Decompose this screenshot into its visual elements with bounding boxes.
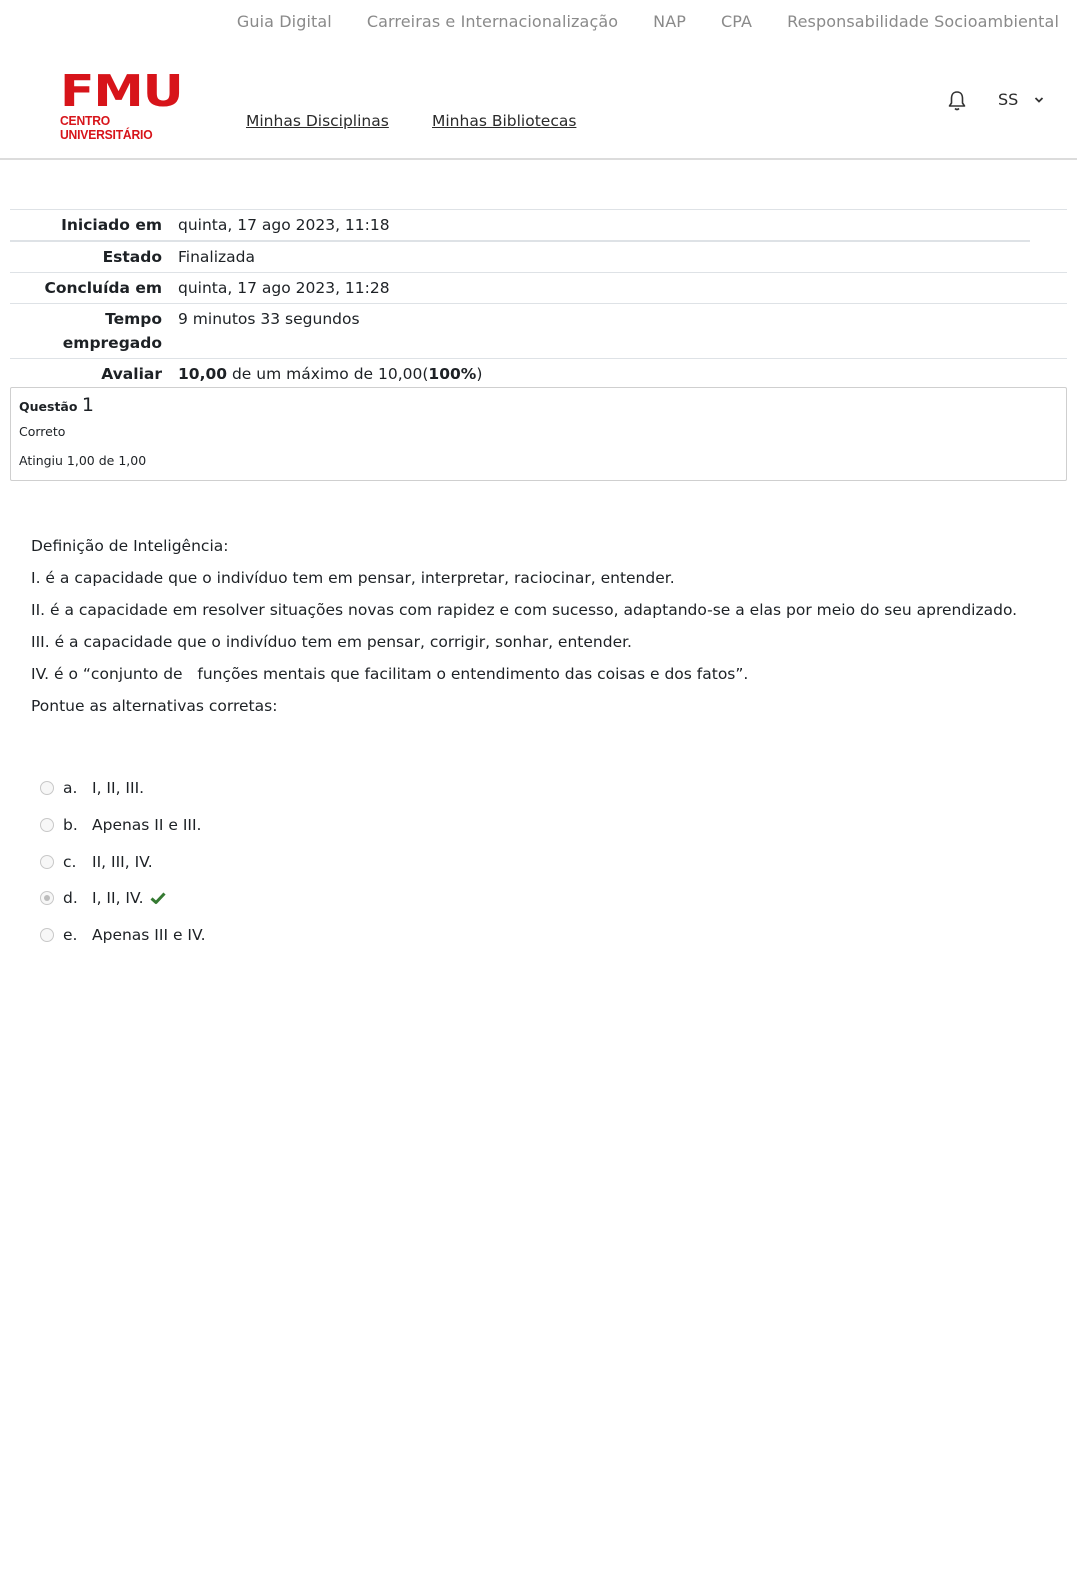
attempt-summary-table	[10, 209, 1067, 389]
answer-text: I, II, III.	[92, 779, 145, 798]
nav-minhas-disciplinas[interactable]: Minhas Disciplinas	[246, 112, 389, 130]
answer-text: II, III, IV.	[92, 852, 153, 871]
summary-label: Concluída em	[44, 279, 162, 297]
answer-text: Apenas II e III.	[92, 816, 202, 835]
answer-option-b	[40, 807, 206, 844]
summary-value: quinta, 17 ago 2023, 11:18	[178, 216, 390, 234]
summary-label: Iniciado em	[61, 216, 162, 234]
correct-check-icon	[150, 891, 166, 905]
question-status: Correto	[19, 424, 66, 439]
logo-subtitle: CENTRO UNIVERSITÁRIO	[60, 114, 153, 142]
summary-row-estado	[10, 240, 1030, 272]
link-nap[interactable]: NAP	[653, 11, 687, 31]
link-responsabilidade[interactable]: Responsabilidade Socioambiental	[787, 11, 1059, 31]
grade-close: )	[476, 365, 483, 383]
answer-option-e	[40, 917, 206, 954]
question-line: III. é a capacidade que o indivíduo tem em pensar, corrigir, sonhar, entender.	[31, 633, 632, 651]
question-score: Atingiu 1,00 de 1,00	[19, 453, 147, 468]
summary-value: Finalizada	[178, 248, 256, 266]
answer-text: I, II, IV.	[92, 889, 144, 908]
summary-value: 9 minutos 33 segundos	[178, 310, 360, 328]
question-line: Definição de Inteligência:	[31, 537, 229, 555]
summary-row-tempo	[10, 303, 1067, 358]
fmu-logo[interactable]	[60, 66, 198, 142]
question-text	[31, 530, 1051, 722]
link-carreiras[interactable]: Carreiras e Internacionalização	[366, 11, 619, 31]
summary-value: quinta, 17 ago 2023, 11:28	[178, 279, 390, 297]
answer-letter: b.	[63, 816, 78, 835]
site-header	[0, 42, 1077, 160]
answer-letter: e.	[63, 926, 78, 945]
question-title	[19, 394, 1058, 416]
radio-button[interactable]	[40, 781, 54, 795]
answer-text: Apenas III e IV.	[92, 926, 206, 945]
nav-minhas-bibliotecas[interactable]: Minhas Bibliotecas	[432, 112, 577, 130]
user-initials[interactable]: SS	[998, 90, 1019, 109]
summary-label: Avaliar	[101, 365, 162, 383]
radio-button-selected[interactable]	[40, 891, 54, 905]
question-number: 1	[81, 394, 94, 416]
radio-button[interactable]	[40, 855, 54, 869]
summary-value	[162, 362, 482, 386]
answer-letter: d.	[63, 889, 78, 908]
answer-option-c	[40, 843, 206, 880]
question-line: Pontue as alternativas corretas:	[31, 697, 278, 715]
summary-label: Tempo empregado	[62, 310, 162, 352]
link-guia-digital[interactable]: Guia Digital	[236, 11, 332, 31]
question-label: Questão	[19, 399, 78, 414]
summary-row-concluida	[10, 272, 1067, 303]
question-line: IV. é o “conjunto de funções mentais que facilitam o entendimento das coisas e dos fatos”.	[31, 665, 749, 683]
summary-label: Estado	[102, 248, 162, 266]
logo-mark: FMU	[60, 66, 183, 117]
answer-option-d	[40, 880, 206, 917]
answer-letter: c.	[63, 852, 77, 871]
question-line: I. é a capacidade que o indivíduo tem em pensar, interpretar, raciocinar, entender.	[31, 569, 675, 587]
radio-button[interactable]	[40, 928, 54, 942]
answer-list	[40, 770, 206, 953]
bell-icon[interactable]	[947, 90, 967, 112]
grade-max: de um máximo de 10,00(	[227, 365, 429, 383]
summary-row-avaliar	[10, 358, 1067, 389]
top-utility-bar	[202, 0, 1059, 42]
answer-option-a	[40, 770, 206, 807]
summary-row-iniciado	[10, 209, 1067, 240]
link-cpa[interactable]: CPA	[721, 11, 753, 31]
grade-percent: 100%	[428, 365, 477, 383]
question-line: II. é a capacidade em resolver situações novas com rapidez e com sucesso, adaptando-se a elas por meio do seu aprendizado.	[31, 601, 1018, 619]
radio-button[interactable]	[40, 818, 54, 832]
chevron-down-icon[interactable]	[1033, 95, 1045, 105]
answer-letter: a.	[63, 779, 78, 798]
grade-value: 10,00	[178, 365, 228, 383]
question-info-box	[10, 387, 1067, 481]
